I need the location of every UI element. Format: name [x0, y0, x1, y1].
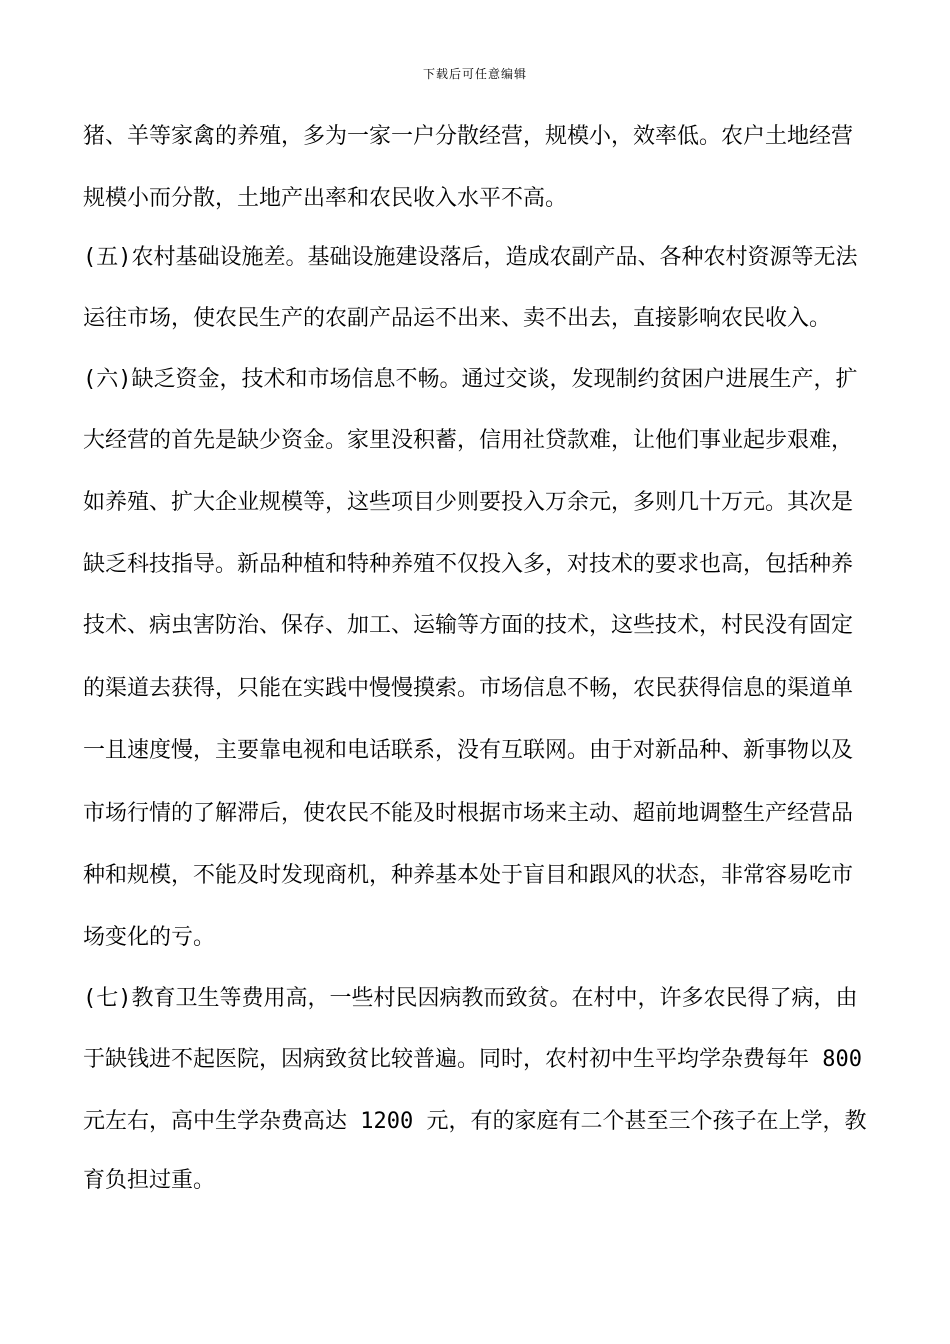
text-line: 缺乏科技指导。新品种植和特种养殖不仅投入多，对技术的要求也高，包括种养	[83, 552, 854, 577]
text-line: 猪、羊等家禽的养殖，多为一家一户分散经营，规模小，效率低。农户土地经营	[83, 124, 854, 149]
text-line: 如养殖、扩大企业规模等，这些项目少则要投入万余元，多则几十万元。其次是	[83, 490, 854, 515]
text-line: 元左右，高中生学杂费高达 1200 元，有的家庭有二个甚至三个孩子在上学，教	[83, 1109, 867, 1134]
text-line: 育负担过重。	[83, 1168, 216, 1193]
text-line: 于缺钱进不起医院，因病致贫比较普遍。同时，农村初中生平均学杂费每年 800	[83, 1047, 862, 1072]
page-header: 下载后可任意编辑	[422, 67, 527, 81]
text-line: (六)缺乏资金，技术和市场信息不畅。通过交谈，发现制约贫困户进展生产，扩	[83, 367, 858, 392]
text-line: 大经营的首先是缺少资金。家里没积蓄，信用社贷款难，让他们事业起步艰难，	[83, 428, 854, 453]
text-line: 种和规模，不能及时发现商机，种养基本处于盲目和跟风的状态，非常容易吃市	[83, 863, 854, 888]
text-line: 一且速度慢，主要靠电视和电话联系，没有互联网。由于对新品种、新事物以及	[83, 738, 854, 763]
text-line: 场变化的亏。	[83, 925, 216, 950]
text-line: 运往市场，使农民生产的农副产品运不出来、卖不出去，直接影响农民收入。	[83, 306, 832, 331]
text-line: 规模小而分散，土地产出率和农民收入水平不高。	[83, 186, 568, 211]
text-line: 技术、病虫害防治、保存、加工、运输等方面的技术，这些技术，村民没有固定	[83, 613, 854, 638]
text-line: (七)教育卫生等费用高，一些村民因病教而致贫。在村中，许多农民得了病，由	[83, 986, 858, 1011]
text-line: 的渠道去获得，只能在实践中慢慢摸索。市场信息不畅，农民获得信息的渠道单	[83, 676, 854, 701]
text-line: 市场行情的了解滞后，使农民不能及时根据市场来主动、超前地调整生产经营品	[83, 801, 854, 826]
text-line: (五)农村基础设施差。基础设施建设落后，造成农副产品、各种农村资源等无法	[83, 245, 858, 270]
